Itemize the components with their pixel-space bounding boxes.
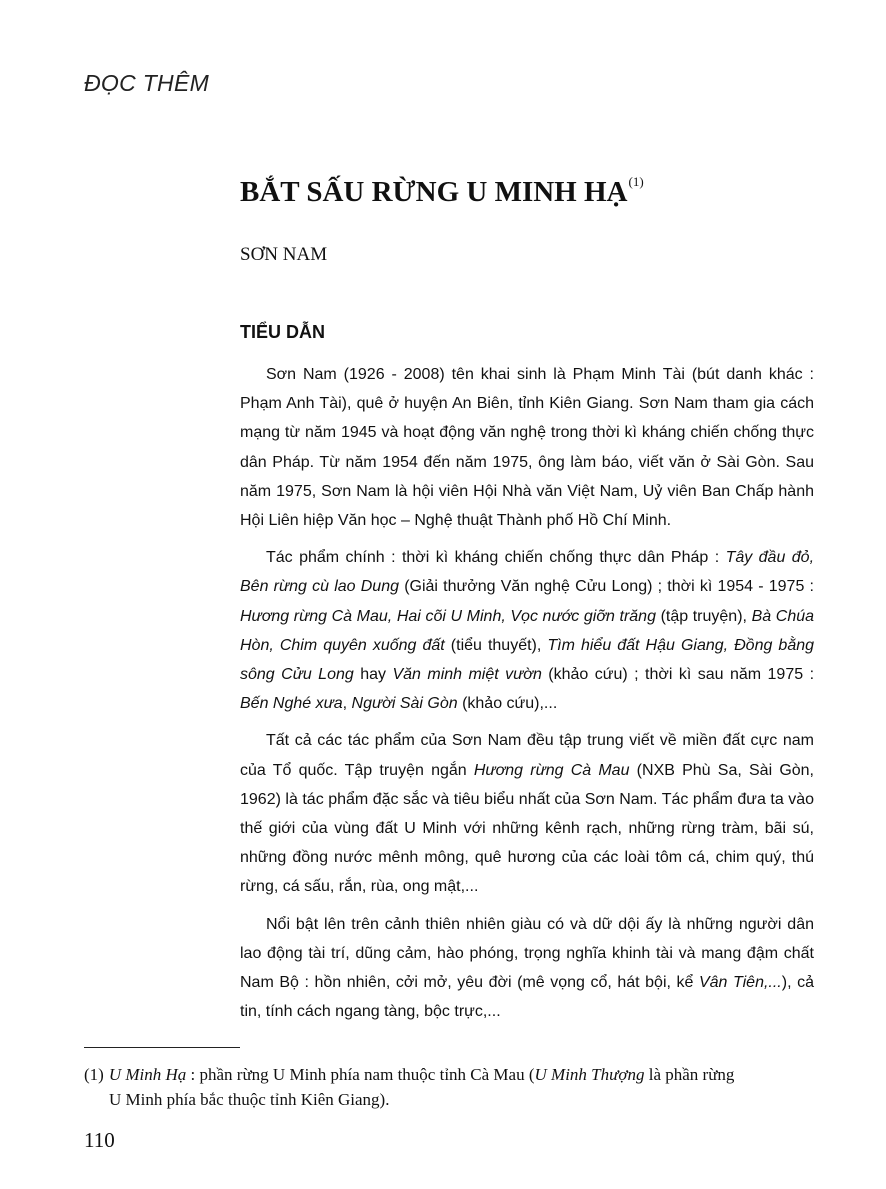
paragraph-1: Sơn Nam (1926 - 2008) tên khai sinh là Phạm Minh Tài (bút danh khác : Phạm Anh Tài), quê ở huyện An Biên, tỉnh Kiên Giang. Sơn Nam tham gia cách mạng từ năm 1945 và hoạt động văn nghệ trong thời kì kháng chiến chống thực dân Pháp. Từ năm 1954 đến năm 1975, ông làm báo, viết văn ở Sài Gòn. Sau năm 1975, Sơn Nam là hội viên Hội Nhà văn Việt Nam, Uỷ viên Ban Chấp hành Hội Liên hiệp Văn học – Nghệ thuật Thành phố Hồ Chí Minh.	[240, 366, 814, 530]
page-number: 110	[84, 1128, 115, 1152]
section-heading: TIỂU DẪN	[240, 322, 325, 342]
footnote-divider	[84, 1047, 240, 1048]
footnote: (1) U Minh Hạ : phần rừng U Minh phía nam thuộc tỉnh Cà Mau (U Minh Thượng là phần rừng U Minh phía bắc thuộc tỉnh Kiên Giang).	[84, 1065, 735, 1109]
footnote-mark: (1)	[84, 1065, 104, 1084]
paragraph-4: Nổi bật lên trên cảnh thiên nhiên giàu có và dữ dội ấy là những người dân lao động tài trí, dũng cảm, hào phóng, trọng nghĩa khinh tài và mang đậm chất Nam Bộ : hồn nhiên, cởi mở, yêu đời (mê vọng cổ, hát bội, kể Vân Tiên,...), cả tin, tính cách ngang tàng, bộc trực,...	[240, 915, 814, 1021]
article-title	[240, 174, 644, 209]
title-footnote-mark: (1)	[628, 174, 644, 189]
body-text	[240, 360, 814, 1034]
section-tag: ĐỌC THÊM	[84, 70, 210, 96]
author-name: SƠN NAM	[240, 244, 328, 265]
paragraph-2: Tác phẩm chính : thời kì kháng chiến chống thực dân Pháp : Tây đầu đỏ, Bên rừng cù lao Dung (Giải thưởng Văn nghệ Cửu Long) ; thời kì 1954 - 1975 : Hương rừng Cà Mau, Hai cõi U Minh, Vọc nước giỡn trăng (tập truyện), Bà Chúa Hòn, Chim quyên xuống đất (tiểu thuyết), Tìm hiểu đất Hậu Giang, Đồng bằng sông Cửu Long hay Văn minh miệt vườn (khảo cứu) ; thời kì sau năm 1975 : Bến Nghé xưa, Người Sài Gòn (khảo cứu),...	[240, 549, 815, 713]
paragraph-3: Tất cả các tác phẩm của Sơn Nam đều tập trung viết về miền đất cực nam của Tổ quốc. Tập truyện ngắn Hương rừng Cà Mau (NXB Phù Sa, Sài Gòn, 1962) là tác phẩm đặc sắc và tiêu biểu nhất của Sơn Nam. Tác phẩm đưa ta vào thế giới của vùng đất U Minh với những kênh rạch, những rừng tràm, bãi sú, những đồng nước mênh mông, quê hương của các loài tôm cá, chim quý, thú rừng, cá sấu, rắn, rùa, ong mật,...	[240, 732, 815, 896]
title-text: BẮT SẤU RỪNG U MINH HẠ	[240, 176, 628, 208]
